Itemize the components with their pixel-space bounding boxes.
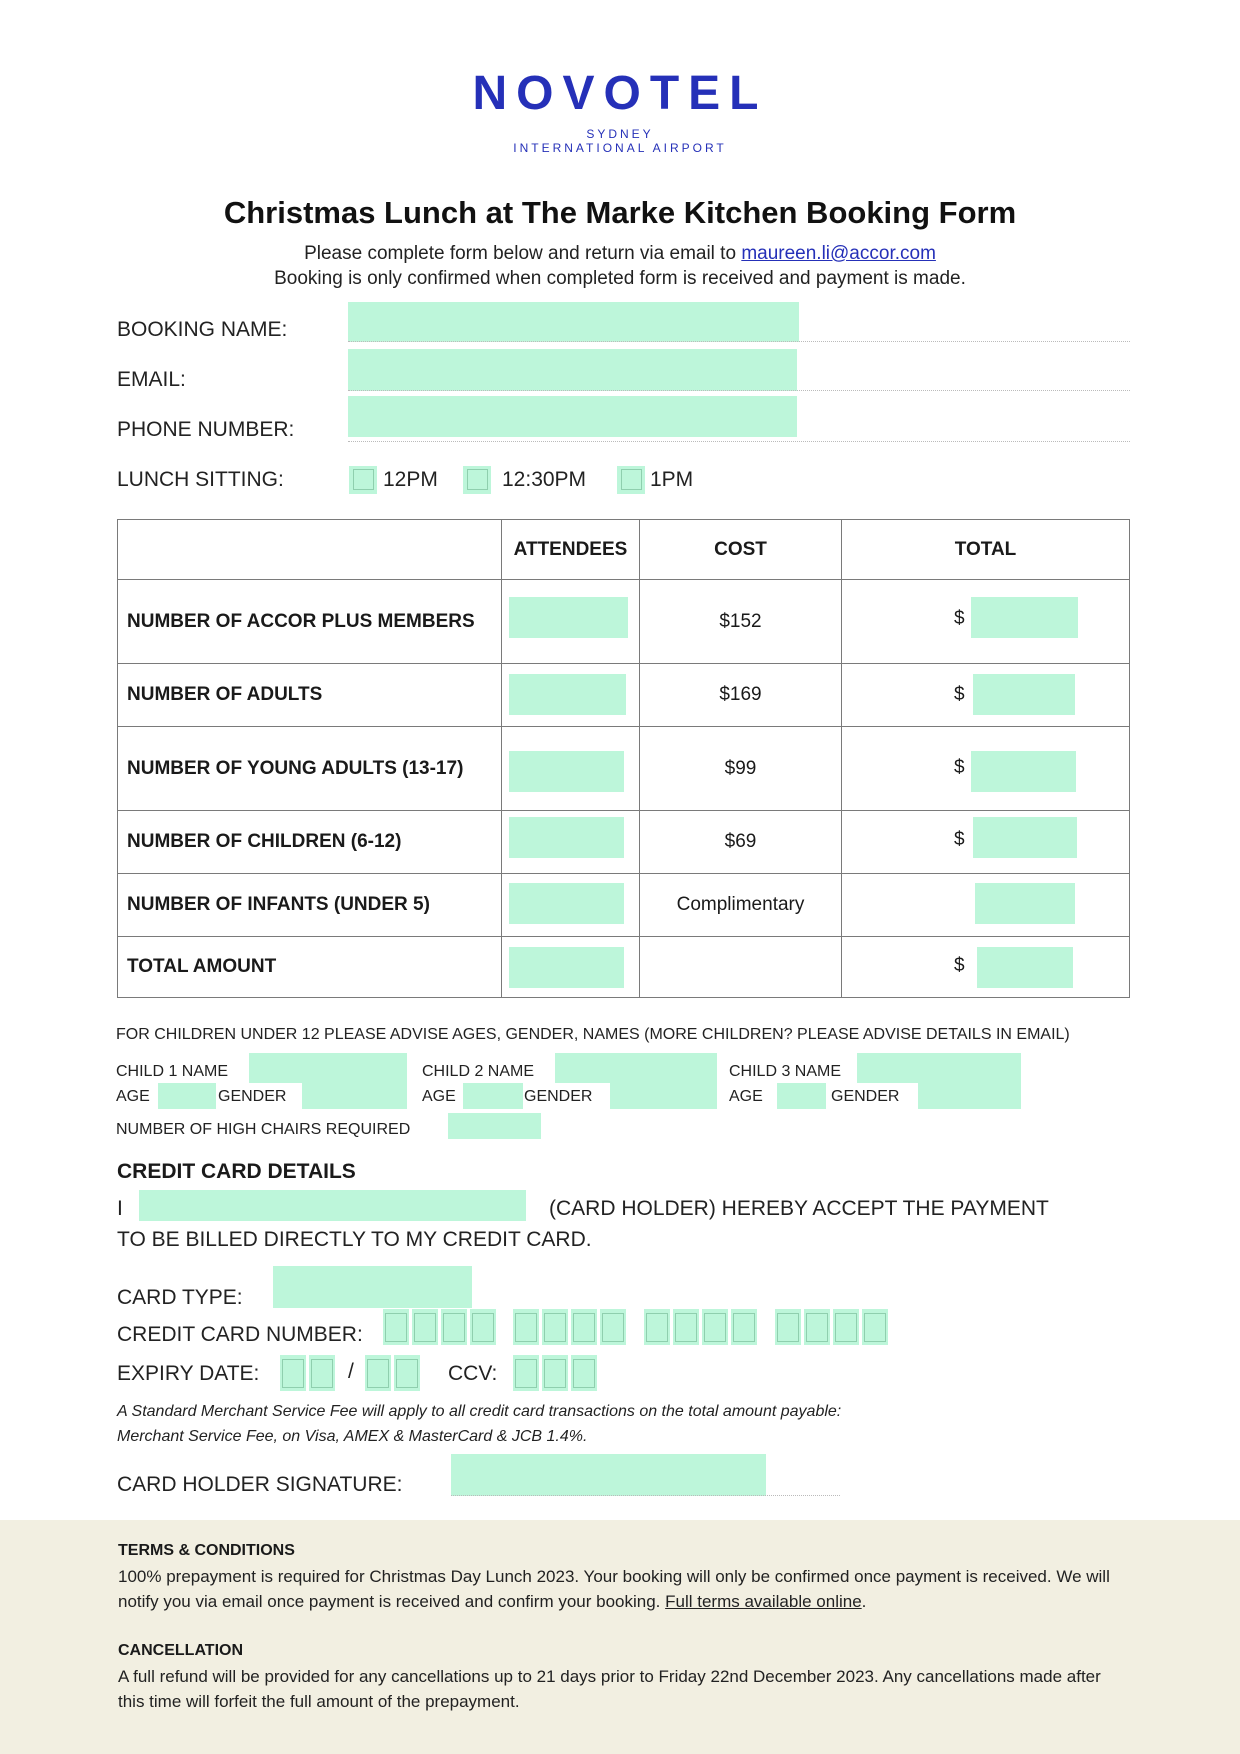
page-title: Christmas Lunch at The Marke Kitchen Booking Form [223, 195, 1017, 230]
cost-cell [640, 937, 842, 998]
email-field[interactable] [348, 349, 797, 391]
sitting-1pm-checkbox[interactable] [617, 466, 645, 494]
card-digit[interactable] [383, 1309, 409, 1345]
card-digit[interactable] [542, 1309, 568, 1345]
sitting-1230pm-checkbox[interactable] [463, 466, 491, 494]
total-cell [842, 664, 1130, 727]
email-link[interactable]: maureen.li@accor.com [741, 243, 936, 264]
table-row [118, 580, 1130, 664]
attendees-cell [502, 874, 640, 937]
accept-text-line2: TO BE BILLED DIRECTLY TO MY CREDIT CARD. [117, 1228, 592, 1251]
booking-name-label: BOOKING NAME: [117, 318, 288, 341]
full-terms-link[interactable]: Full terms available online [665, 1592, 862, 1611]
ccv-digit[interactable] [513, 1355, 539, 1391]
card-type-field[interactable] [273, 1266, 472, 1308]
row-label: NUMBER OF YOUNG ADULTS (13-17) [118, 727, 502, 811]
signature-label: CARD HOLDER SIGNATURE: [117, 1473, 403, 1496]
total-input[interactable] [971, 751, 1076, 792]
card-digit[interactable] [775, 1309, 801, 1345]
header-blank [118, 520, 502, 580]
child1-name-label: CHILD 1 NAME [116, 1063, 229, 1080]
ccv-label: CCV: [448, 1362, 498, 1385]
card-holder-i: I [117, 1197, 123, 1220]
table-row [118, 664, 1130, 727]
logo-location-line1: SYDNEY [586, 127, 654, 141]
card-digit[interactable] [644, 1309, 670, 1345]
expiry-year-digit[interactable] [394, 1355, 420, 1391]
high-chairs-field[interactable] [448, 1113, 541, 1139]
credit-card-heading: CREDIT CARD DETAILS [117, 1160, 356, 1183]
email-label: EMAIL: [117, 368, 186, 391]
attendees-input[interactable] [509, 751, 624, 792]
card-digit[interactable] [600, 1309, 626, 1345]
attendees-cell [502, 664, 640, 727]
booking-name-field[interactable] [348, 302, 799, 342]
child1-name-field[interactable] [249, 1053, 407, 1083]
phone-field[interactable] [348, 396, 797, 437]
card-digit[interactable] [513, 1309, 539, 1345]
attendees-cell [502, 811, 640, 874]
total-cell [842, 811, 1130, 874]
table-header-row [118, 520, 1130, 580]
high-chairs-label: NUMBER OF HIGH CHAIRS REQUIRED [116, 1121, 411, 1138]
table-row [118, 937, 1130, 998]
child2-name-field[interactable] [555, 1053, 717, 1083]
dollar-sign: $ [954, 757, 965, 778]
sitting-12pm-label: 12PM [383, 468, 438, 491]
intro-text: Please complete form below and return via email to [304, 243, 742, 264]
child1-age-label: AGE [116, 1088, 150, 1105]
card-digit[interactable] [673, 1309, 699, 1345]
total-input[interactable] [971, 597, 1078, 638]
dollar-sign: $ [954, 829, 965, 850]
intro-line1 [0, 243, 1240, 265]
child3-gender-field[interactable] [918, 1083, 1021, 1109]
expiry-month-digit[interactable] [280, 1355, 306, 1391]
attendees-cell [502, 580, 640, 664]
intro-line2: Booking is only confirmed when completed form is received and payment is made. [274, 268, 966, 289]
header-cost: COST [640, 520, 842, 580]
attendees-input[interactable] [509, 597, 628, 638]
terms-panel [0, 1520, 1240, 1754]
dollar-sign: $ [954, 955, 965, 976]
attendees-cell [502, 937, 640, 998]
fee-note-line2: Merchant Service Fee, on Visa, AMEX & MasterCard & JCB 1.4%. [117, 1428, 588, 1445]
total-cell [842, 580, 1130, 664]
phone-label: PHONE NUMBER: [117, 418, 295, 441]
fee-note-line1: A Standard Merchant Service Fee will apply to all credit card transactions on the total amount payable: [117, 1403, 842, 1420]
row-label: NUMBER OF INFANTS (UNDER 5) [118, 874, 502, 937]
total-input[interactable] [977, 947, 1073, 988]
child3-name-label: CHILD 3 NAME [729, 1063, 842, 1080]
header-attendees: ATTENDEES [502, 520, 640, 580]
row-label: TOTAL AMOUNT [118, 937, 502, 998]
table-row [118, 811, 1130, 874]
expiry-month-digit[interactable] [309, 1355, 335, 1391]
cost-cell: $152 [640, 580, 842, 664]
header-total: TOTAL [842, 520, 1130, 580]
child1-gender-field[interactable] [302, 1083, 407, 1109]
child3-name-field[interactable] [857, 1053, 1021, 1083]
total-cell [842, 937, 1130, 998]
child3-age-label: AGE [729, 1088, 763, 1105]
child1-gender-label: GENDER [218, 1088, 287, 1105]
card-digit[interactable] [412, 1309, 438, 1345]
total-input[interactable] [975, 883, 1075, 924]
child2-age-label: AGE [422, 1088, 456, 1105]
sitting-1pm-label: 1PM [650, 468, 694, 491]
cancellation-heading: CANCELLATION [118, 1642, 244, 1659]
ccv-digit[interactable] [571, 1355, 597, 1391]
card-digit[interactable] [731, 1309, 757, 1345]
accept-text: (CARD HOLDER) HEREBY ACCEPT THE PAYMENT [549, 1197, 1049, 1220]
terms-body: 100% prepayment is required for Christmas Day Lunch 2023. Your booking will only be confirmed once payment is received. We will notify you via email once payment is received and confirm your booking. [118, 1567, 1110, 1611]
card-holder-name-field[interactable] [139, 1190, 526, 1221]
dollar-sign: $ [954, 608, 965, 629]
cancellation-text: A full refund will be provided for any cancellations up to 21 days prior to Friday 22nd December 2023. Any cancellations made after this time will forfeit the full amount of the prepayment. [118, 1667, 1101, 1711]
cost-cell: $169 [640, 664, 842, 727]
card-digit[interactable] [833, 1309, 859, 1345]
child3-gender-label: GENDER [831, 1088, 900, 1105]
total-cell [842, 727, 1130, 811]
cost-cell: Complimentary [640, 874, 842, 937]
card-digit[interactable] [441, 1309, 467, 1345]
total-cell [842, 874, 1130, 937]
row-label: NUMBER OF ACCOR PLUS MEMBERS [118, 580, 502, 664]
total-input[interactable] [973, 674, 1075, 715]
attendees-input[interactable] [509, 883, 624, 924]
card-type-label: CARD TYPE: [117, 1286, 243, 1309]
table-row [118, 727, 1130, 811]
card-digit[interactable] [702, 1309, 728, 1345]
child1-age-field[interactable] [158, 1083, 216, 1109]
cost-cell: $69 [640, 811, 842, 874]
table-row [118, 874, 1130, 937]
pricing-table [117, 519, 1130, 998]
terms-text [118, 1564, 1128, 1614]
child2-gender-label: GENDER [524, 1088, 593, 1105]
phone-underline [348, 441, 1130, 442]
card-digit[interactable] [862, 1309, 888, 1345]
child2-name-label: CHILD 2 NAME [422, 1063, 535, 1080]
signature-field[interactable] [451, 1454, 766, 1496]
dollar-sign: $ [954, 684, 965, 705]
cost-cell: $99 [640, 727, 842, 811]
card-number-label: CREDIT CARD NUMBER: [117, 1323, 363, 1346]
ccv-digit[interactable] [542, 1355, 568, 1391]
children-note: FOR CHILDREN UNDER 12 PLEASE ADVISE AGES, GENDER, NAMES (MORE CHILDREN? PLEASE ADVISE DETAILS IN EMAIL) [116, 1026, 1070, 1043]
email-underline [348, 390, 1130, 391]
card-digit[interactable] [804, 1309, 830, 1345]
attendees-input[interactable] [509, 947, 624, 988]
attendees-cell [502, 727, 640, 811]
expiry-year-digit[interactable] [365, 1355, 391, 1391]
row-label: NUMBER OF ADULTS [118, 664, 502, 727]
brand-logo: NOVOTEL [472, 67, 768, 120]
child2-gender-field[interactable] [610, 1083, 717, 1109]
sitting-12pm-checkbox[interactable] [349, 466, 377, 494]
card-number-digits[interactable] [383, 1309, 893, 1351]
lunch-sitting-label: LUNCH SITTING: [117, 468, 284, 491]
child2-age-field[interactable] [463, 1083, 523, 1109]
signature-underline [451, 1495, 840, 1496]
row-label: NUMBER OF CHILDREN (6-12) [118, 811, 502, 874]
attendees-input[interactable] [509, 817, 624, 858]
child3-age-field[interactable] [777, 1083, 826, 1109]
total-input[interactable] [973, 817, 1077, 858]
attendees-input[interactable] [509, 674, 626, 715]
booking-name-underline [348, 341, 1130, 342]
terms-heading: TERMS & CONDITIONS [118, 1542, 295, 1559]
expiry-label: EXPIRY DATE: [117, 1362, 260, 1385]
card-digit[interactable] [470, 1309, 496, 1345]
expiry-slash: / [348, 1360, 354, 1383]
logo-location-line2: INTERNATIONAL AIRPORT [513, 141, 727, 155]
terms-suffix: . [861, 1592, 867, 1611]
sitting-1230pm-label: 12:30PM [502, 468, 587, 491]
card-digit[interactable] [571, 1309, 597, 1345]
